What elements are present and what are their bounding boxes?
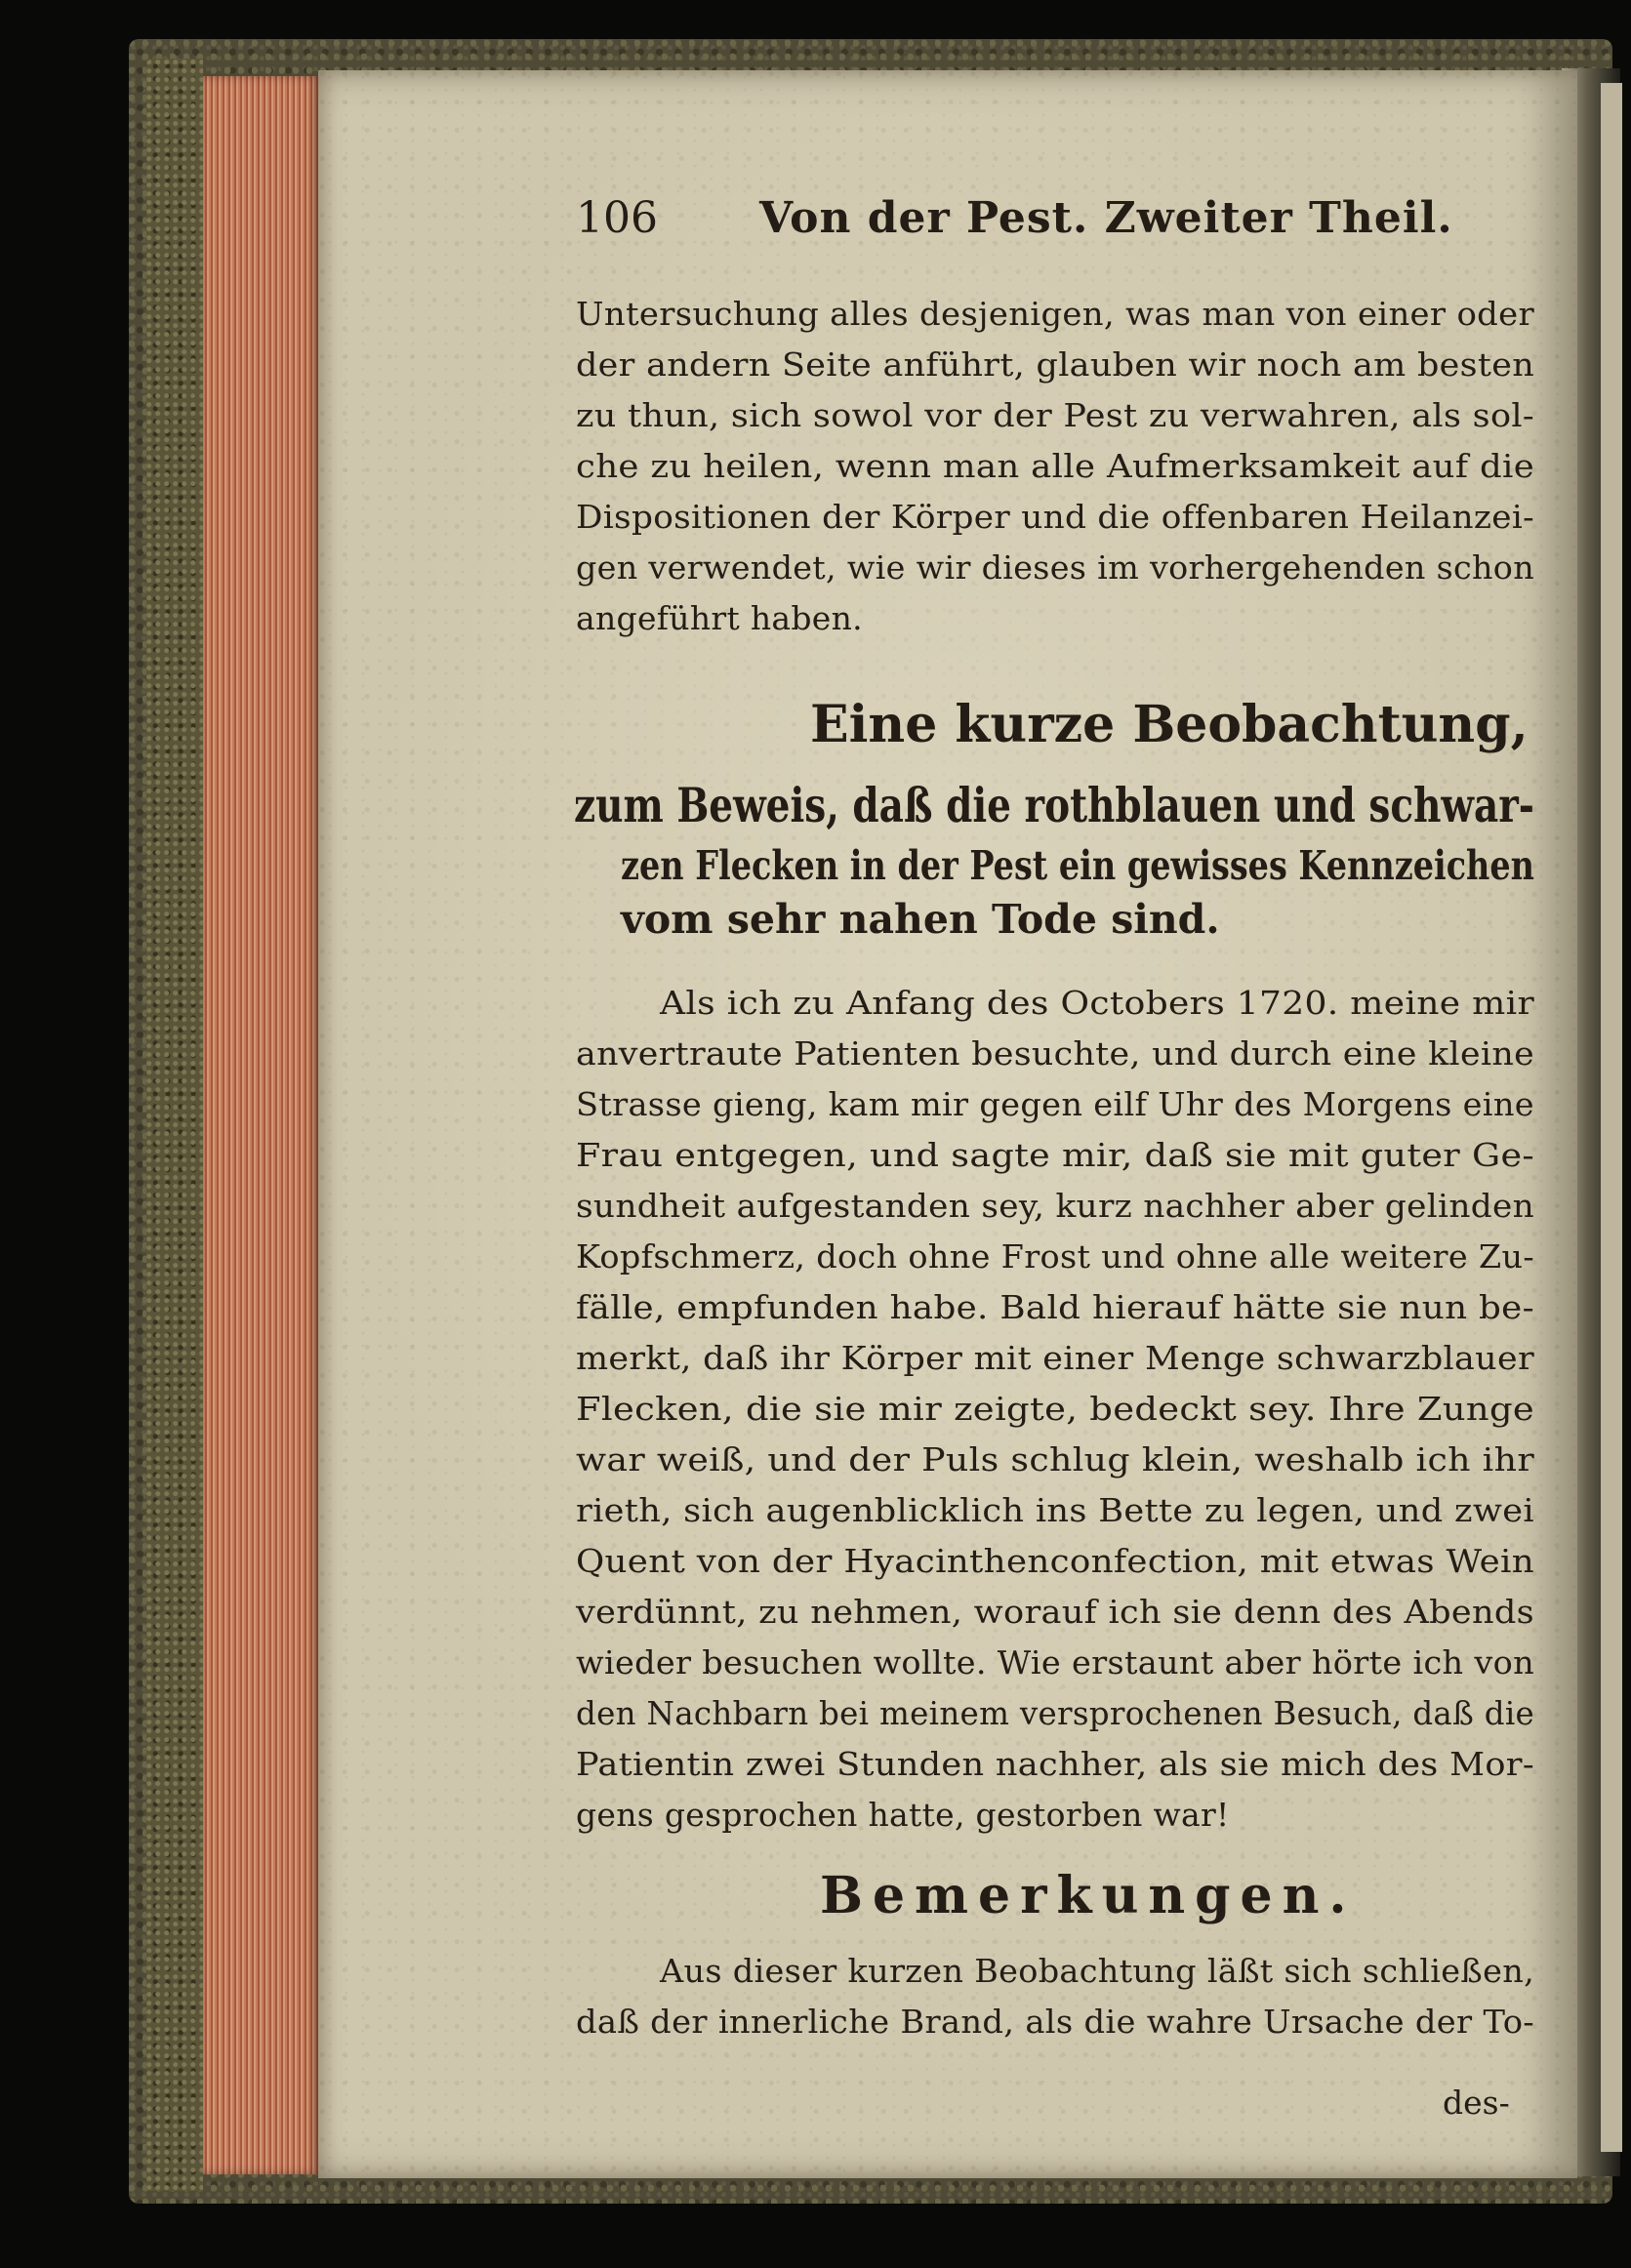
text-line: wieder besuchen wollte. Wie erstaunt aber hörte ich von — [576, 1643, 1534, 1681]
section-subheading-line: vom sehr nahen Tode sind. — [621, 896, 1220, 943]
text-line: der andern Seite anführt, glauben wir noch am besten — [576, 345, 1535, 384]
text-line: gens gesprochen hatte, gestorben war! — [576, 1796, 1230, 1834]
text-line: verdünnt, zu nehmen, worauf ich sie denn des Abends — [576, 1593, 1534, 1631]
facing-page-edge — [1601, 83, 1622, 2152]
text-line: war weiß, und der Puls schlug klein, weshalb ich ihr — [576, 1440, 1535, 1478]
text-line: anvertraute Patienten besuchte, und durch eine kleine — [576, 1034, 1535, 1073]
text-line: Kopfschmerz, doch ohne Frost und ohne alle weitere Zu- — [576, 1237, 1535, 1276]
text-line: Quent von der Hyacinthenconfection, mit etwas Wein — [576, 1542, 1534, 1580]
text-line: Aus dieser kurzen Beobachtung läßt sich schließen, — [660, 1952, 1535, 1990]
text-line: rieth, sich augenblicklich ins Bette zu legen, und zwei — [576, 1491, 1534, 1529]
section-heading: Eine kurze Beobachtung, — [810, 695, 1529, 754]
text-line: sundheit aufgestanden sey, kurz nachher aber gelinden — [576, 1187, 1535, 1225]
section-subheading-line: zen Flecken in der Pest ein gewisses Kennzeichen — [621, 842, 1534, 889]
text-line: che zu heilen, wenn man alle Aufmerksamkeit auf die — [576, 447, 1535, 485]
text-line: Als ich zu Anfang des Octobers 1720. meine mir — [660, 984, 1535, 1022]
text-line: zu thun, sich sowol vor der Pest zu verwahren, als sol- — [576, 396, 1534, 434]
text-line: angeführt haben. — [576, 599, 863, 637]
page-number: 106 — [576, 193, 658, 243]
catchword: des- — [1443, 2084, 1510, 2122]
text-line: Frau entgegen, und sagte mir, daß sie mit guter Ge- — [576, 1136, 1535, 1174]
book-page — [318, 70, 1577, 2178]
text-line: fälle, empfunden habe. Bald hierauf hätte sie nun be- — [576, 1288, 1534, 1326]
text-line: merkt, daß ihr Körper mit einer Menge schwarzblauer — [576, 1339, 1534, 1377]
text-line: Flecken, die sie mir zeigte, bedeckt sey. Ihre Zunge — [576, 1390, 1534, 1428]
page-block-edges — [203, 76, 320, 2174]
section-subheading-line: zum Beweis, daß die rothblauen und schwar- — [574, 777, 1534, 833]
text-line: daß der innerliche Brand, als die wahre Ursache der To- — [576, 2003, 1535, 2041]
text-line: gen verwendet, wie wir dieses im vorhergehenden schon — [576, 548, 1534, 587]
text-line: Untersuchung alles desjenigen, was man von einer oder — [576, 295, 1534, 333]
text-line: Strasse gieng, kam mir gegen eilf Uhr des Morgens eine — [576, 1085, 1534, 1123]
remarks-heading: Bemerkungen. — [820, 1866, 1357, 1925]
header-rule — [576, 242, 1357, 243]
running-title: Von der Pest. Zweiter Theil. — [759, 193, 1453, 243]
text-line: Dispositionen der Körper und die offenbaren Heilanzei- — [576, 498, 1535, 536]
cover-marbled-edge — [146, 59, 203, 2191]
text-line: Patientin zwei Stunden nachher, als sie mich des Mor- — [576, 1745, 1535, 1783]
text-line: den Nachbarn bei meinem versprochenen Besuch, daß die — [576, 1694, 1535, 1732]
